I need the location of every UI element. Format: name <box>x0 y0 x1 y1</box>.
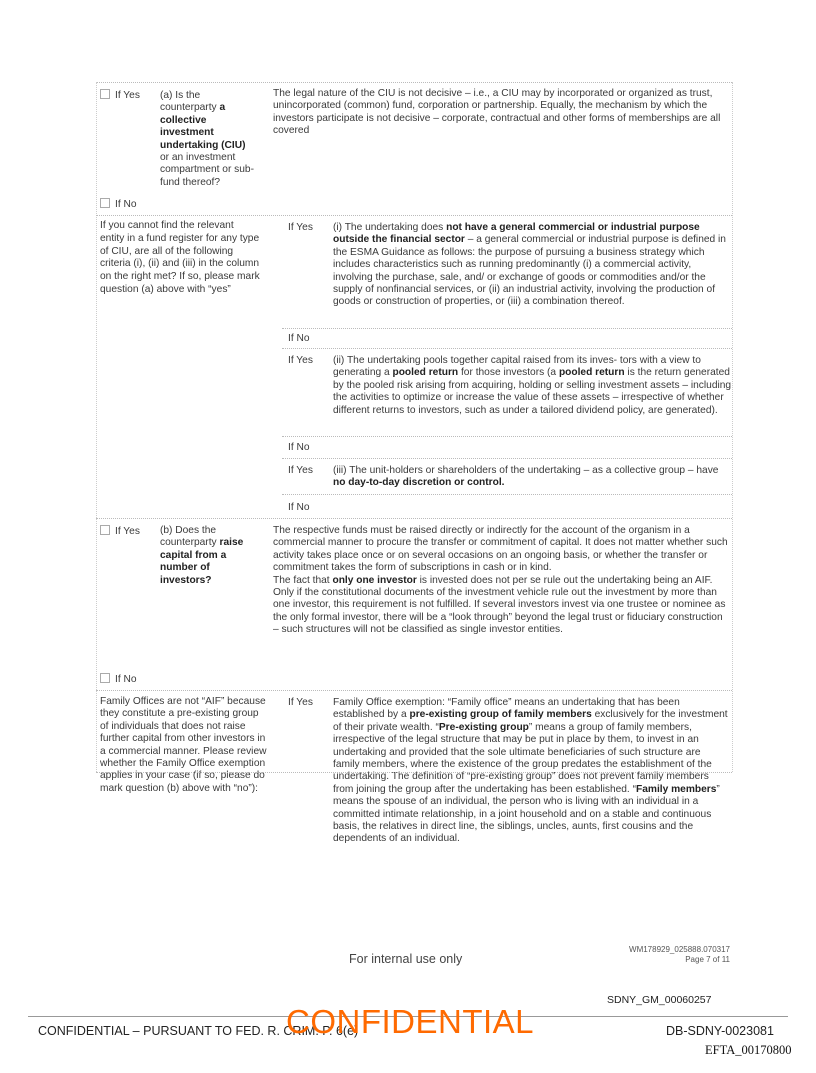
criterion-3-yes[interactable]: If Yes <box>288 465 313 476</box>
criterion-3-no[interactable]: If No <box>288 502 310 513</box>
exemption-bold-text: pre-existing group of family members <box>409 709 592 721</box>
criterion-bold-text: not have a general commercial or industrial purpose outside the financial sector <box>333 222 700 246</box>
question-bold-text: a collective investment undertaking (CIU) <box>160 102 246 151</box>
criterion-1-no[interactable]: If No <box>288 333 310 344</box>
description-text: The fact that <box>273 574 333 586</box>
row-a-question <box>160 90 255 189</box>
question-text: (b) Does the counterparty <box>160 525 217 549</box>
criterion-1-yes[interactable]: If Yes <box>288 222 313 233</box>
bates-number: SDNY_GM_00060257 <box>607 994 712 1006</box>
confidential-stamp: CONFIDENTIAL <box>286 1003 535 1040</box>
divider <box>282 348 732 349</box>
criterion-bold-text: pooled return <box>558 367 625 379</box>
divider <box>96 690 732 691</box>
document-id <box>600 945 730 965</box>
checkbox-icon[interactable] <box>100 198 110 208</box>
criterion-bold-text: pooled return <box>392 367 459 379</box>
checkbox-icon[interactable] <box>100 89 110 99</box>
row-b-yes-checkbox[interactable] <box>100 525 140 537</box>
row-a-description: The legal nature of the CIU is not decisive – i.e., a CIU may by incorporated or organized as trust, unincorporated (common) fund, corporation or partnership. Equally, the mechanism by which the investors participate is not decisive – corporate, contractual and other forms of memberships are all covered <box>273 88 721 137</box>
exemption-text: ” means the spouse of an individual, the person who is living with an individual in a committed intimate relationship, in a joint household and on a stable and continuous basis, the relatives in direct line, the siblings, uncles, aunts, first cousins and the dependents of an individual. <box>333 783 720 845</box>
divider <box>96 772 732 773</box>
family-office-yes[interactable]: If Yes <box>288 697 313 708</box>
exemption-text: ” means a group of family members, irrespective of the legal structure that may be put in place by them, to invest in an undertaking and provided that the sole ultimate beneficiaries of such structure are family members, where the existence of the group predates the establishment of the undertaking. The definition of “pre-existing group” does not prevent family members from joining the group after the undertaking has been established. “ <box>333 721 712 795</box>
criterion-text: (iii) The unit-holders or shareholders of the undertaking – as a collective group – have <box>333 465 719 476</box>
if-yes-label: If Yes <box>115 90 140 101</box>
checkbox-icon[interactable] <box>100 525 110 535</box>
description-paragraph <box>273 575 728 637</box>
criterion-text: (ii) The undertaking pools together capital raised from its inves- tors with a view to generating a <box>333 355 701 379</box>
criterion-text: is the return generated by the pooled risk arising from acquiring, holding or selling investment assets – including the activities to optimize or increase the value of these assets – irrespective of whether different returns to investors, such as under a tailored dividend policy, are generated). <box>333 367 732 416</box>
description-bold-text: only one investor <box>332 574 417 586</box>
exemption-bold-text: Pre-existing group <box>438 721 529 733</box>
criterion-text: for those investors (a <box>458 367 559 379</box>
criterion-2-yes[interactable]: If Yes <box>288 355 313 366</box>
family-office-text: Family Offices are not “AIF” because they constitute a pre-existing group of individuals that does not raise further capital from other investors in a commercial manner. Please review whether the Family Office exemption applies in your case (if so, please do mark question (b) above with “no”): <box>100 696 267 794</box>
row-b-no-checkbox[interactable] <box>100 673 137 685</box>
row-b-description <box>273 525 728 637</box>
divider <box>732 82 733 772</box>
divider <box>96 82 732 83</box>
criterion-text: (i) The undertaking does <box>333 222 444 233</box>
row-a-no-checkbox[interactable] <box>100 198 137 210</box>
row-a-yes-checkbox[interactable] <box>100 89 140 101</box>
confidential-footer: CONFIDENTIAL – PURSUANT TO FED. R. CRIM. P. 6(e) <box>38 1024 359 1038</box>
criterion-3-text <box>333 465 733 490</box>
if-no-label: If No <box>115 674 137 685</box>
question-text: (a) Is the counterparty <box>160 90 217 114</box>
description-text: is invested does not per se rule out the undertaking being an AIF. Only if the constitutional documents of the investment vehicle rule out the investment by more than one investor, this requirement is not fulfilled. If several investors invest via one trustee or nominee as the only formal investor, there will be a “look through” beyond the legal trust or fiduciary construction – such structures will not be classified as single investor entities. <box>273 574 726 636</box>
internal-use-label: For internal use only <box>349 952 463 966</box>
row-b-question <box>160 525 257 587</box>
page-number: Page 7 of 11 <box>685 955 730 964</box>
question-bold-text: raise capital from a number of investors? <box>160 537 244 586</box>
divider <box>96 82 97 772</box>
description-paragraph: The respective funds must be raised directly or indirectly for the account of the organism in a commercial manner to procure the transfer or commitment of capital. It does not matter whether such activity takes place once or on several occasions on an ongoing basis, or whether the transfer or commitment takes the form of subscriptions in cash or in kind. <box>273 525 728 574</box>
question-text: or an investment compartment or sub-fund thereof? <box>160 152 254 188</box>
divider <box>282 494 732 495</box>
exemption-bold-text: Family members <box>636 783 717 795</box>
checkbox-icon[interactable] <box>100 673 110 683</box>
divider <box>282 436 732 437</box>
criterion-bold-text: no day-to-day discretion or control. <box>333 477 505 489</box>
divider <box>282 328 732 329</box>
guidance-text: If you cannot find the relevant entity in a fund register for any type of CIU, are all of the following criteria (i), (ii) and (iii) in the column on the right met? If so, please mark question (a) above with “yes” <box>100 220 260 295</box>
if-no-label: If No <box>115 199 137 210</box>
exemption-text: exclusively for the investment of their private wealth. “ <box>333 709 728 733</box>
criterion-text: – a general commercial or industrial purpose is defined in the ESMA Guidance as follows: the purpose of pursuing a business strategy which includes characteristics such as running predominantly (i) a commercial activity, involving the purchase, sale, and/ or exchange of goods or commodities and/or the supply of nonfinancial services, or (ii) an industrial activity, involving the production of goods or construction of properties, or (iii) a combination thereof. <box>333 234 726 308</box>
divider <box>282 458 732 459</box>
bates-number: EFTA_00170800 <box>705 1043 792 1057</box>
bates-number: DB-SDNY-0023081 <box>666 1024 774 1038</box>
divider <box>96 518 732 519</box>
criterion-2-text <box>333 355 733 417</box>
exemption-text: Family Office exemption: “Family office” means an undertaking that has been established by a <box>333 697 680 721</box>
criterion-1-text <box>333 222 733 309</box>
document-id-text: WM178929_025888.070317 <box>629 945 730 954</box>
divider <box>96 215 732 216</box>
criterion-2-no[interactable]: If No <box>288 442 310 453</box>
if-yes-label: If Yes <box>115 526 140 537</box>
